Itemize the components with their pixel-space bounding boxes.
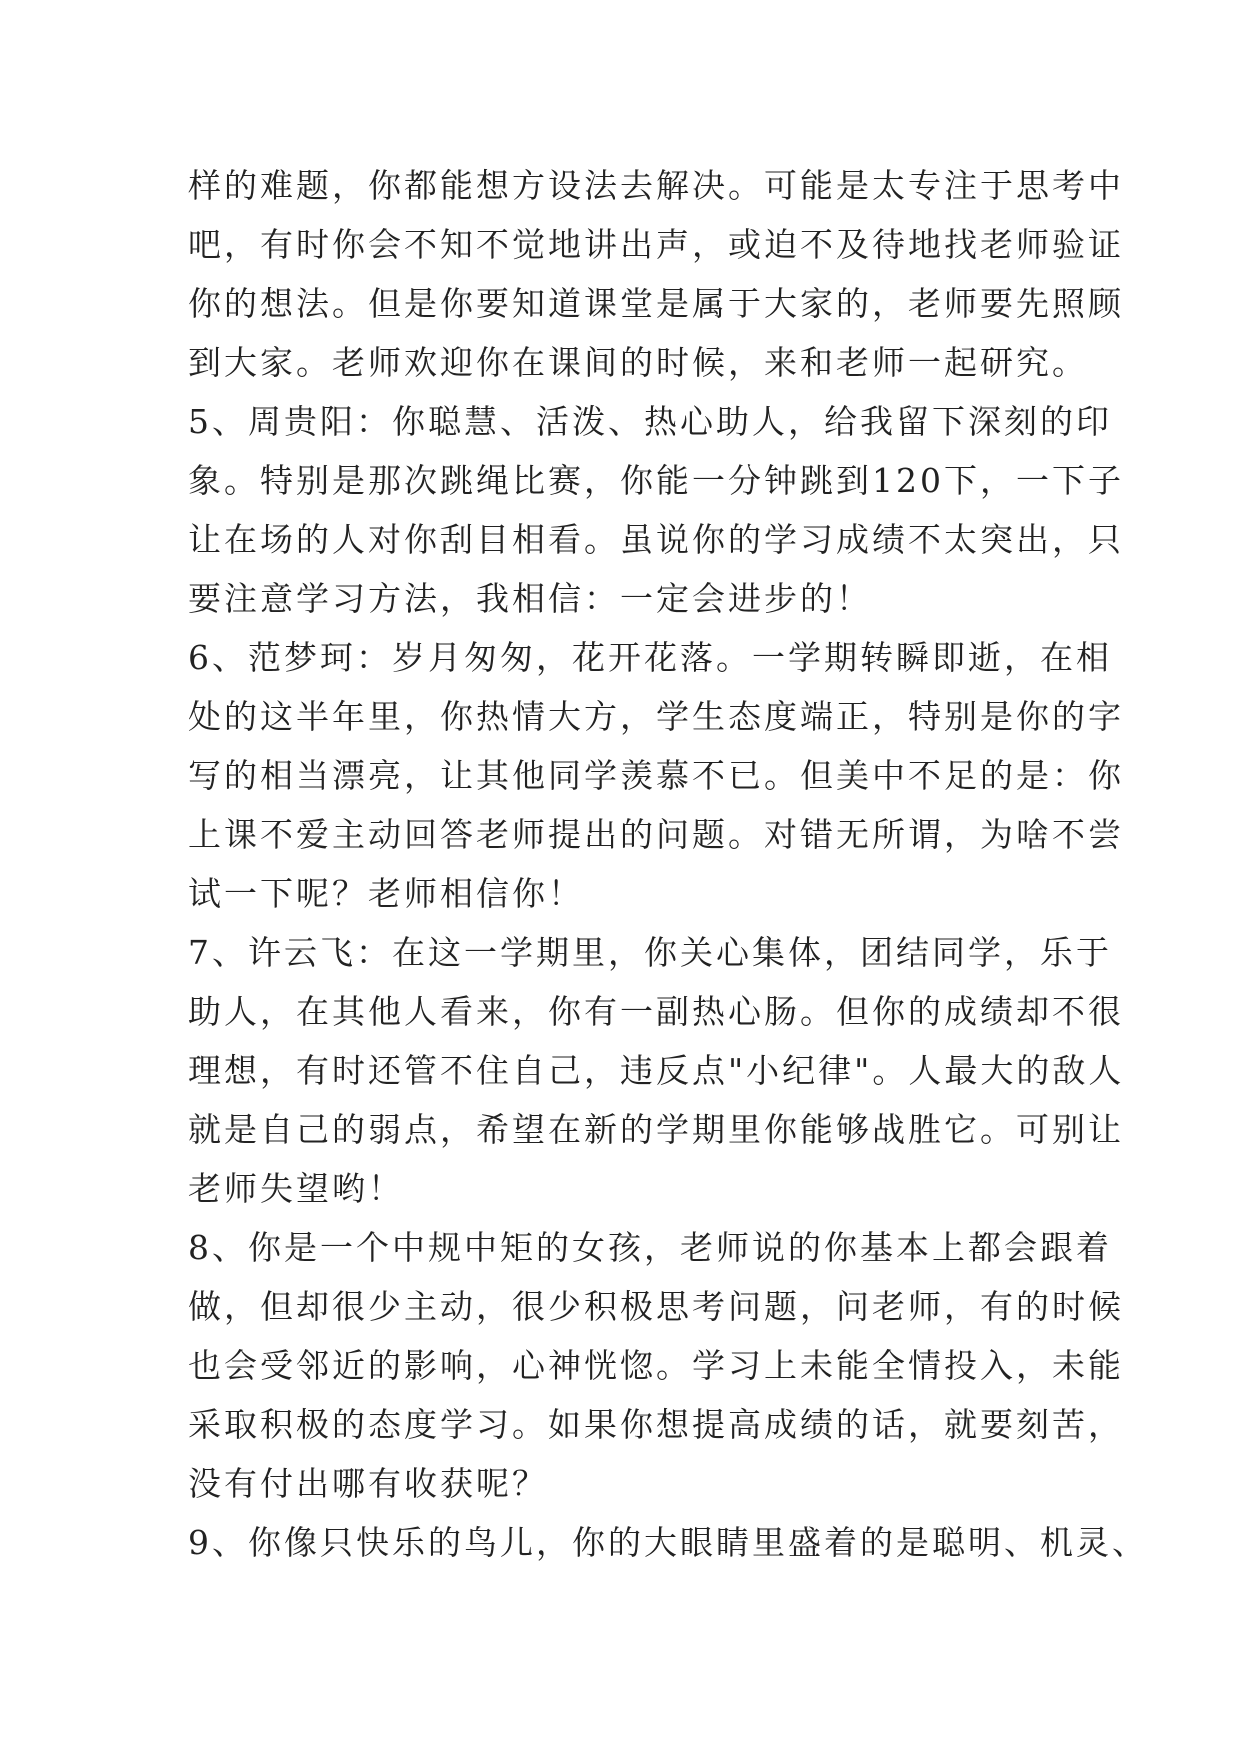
text-line: 也会受邻近的影响，心神恍惚。学习上未能全情投入，未能	[188, 1346, 1124, 1385]
text-line: 8、你是一个中规中矩的女孩，老师说的你基本上都会跟着	[188, 1228, 1112, 1267]
text-line: 助人，在其他人看来，你有一副热心肠。但你的成绩却不很	[188, 992, 1124, 1031]
text-line: 7、许云飞：在这一学期里，你关心集体，团结同学，乐于	[188, 933, 1112, 972]
text-line: 处的这半年里，你热情大方，学生态度端正，特别是你的字	[188, 697, 1124, 736]
text-line: 就是自己的弱点，希望在新的学期里你能够战胜它。可别让	[188, 1110, 1124, 1149]
text-line: 吧，有时你会不知不觉地讲出声，或迫不及待地找老师验证	[188, 225, 1124, 264]
text-line: 到大家。老师欢迎你在课间的时候，来和老师一起研究。	[188, 343, 1088, 382]
text-line: 做，但却很少主动，很少积极思考问题，问老师，有的时候	[188, 1287, 1124, 1326]
text-line: 没有付出哪有收获呢？	[188, 1464, 548, 1503]
text-line: 上课不爱主动回答老师提出的问题。对错无所谓，为啥不尝	[188, 815, 1124, 854]
text-line: 采取积极的态度学习。如果你想提高成绩的话，就要刻苦，	[188, 1405, 1124, 1444]
text-line: 老师失望哟！	[188, 1169, 404, 1208]
text-line: 写的相当漂亮，让其他同学羡慕不已。但美中不足的是：你	[188, 756, 1124, 795]
text-line: 让在场的人对你刮目相看。虽说你的学习成绩不太突出，只	[188, 520, 1124, 559]
text-line: 理想，有时还管不住自己，违反点"小纪律"。人最大的敌人	[188, 1051, 1125, 1090]
text-line: 6、范梦珂：岁月匆匆，花开花落。一学期转瞬即逝，在相	[188, 638, 1112, 677]
text-line: 9、你像只快乐的鸟儿，你的大眼睛里盛着的是聪明、机灵、	[188, 1523, 1148, 1562]
text-line: 要注意学习方法，我相信：一定会进步的！	[188, 579, 872, 618]
document-body	[188, 156, 1148, 1572]
text-line: 5、周贵阳：你聪慧、活泼、热心助人，给我留下深刻的印	[188, 402, 1112, 441]
text-line: 你的想法。但是你要知道课堂是属于大家的，老师要先照顾	[188, 284, 1124, 323]
text-line: 试一下呢？老师相信你！	[188, 874, 584, 913]
text-line: 象。特别是那次跳绳比赛，你能一分钟跳到120下，一下子	[188, 461, 1124, 500]
text-line: 样的难题，你都能想方设法去解决。可能是太专注于思考中	[188, 166, 1124, 205]
